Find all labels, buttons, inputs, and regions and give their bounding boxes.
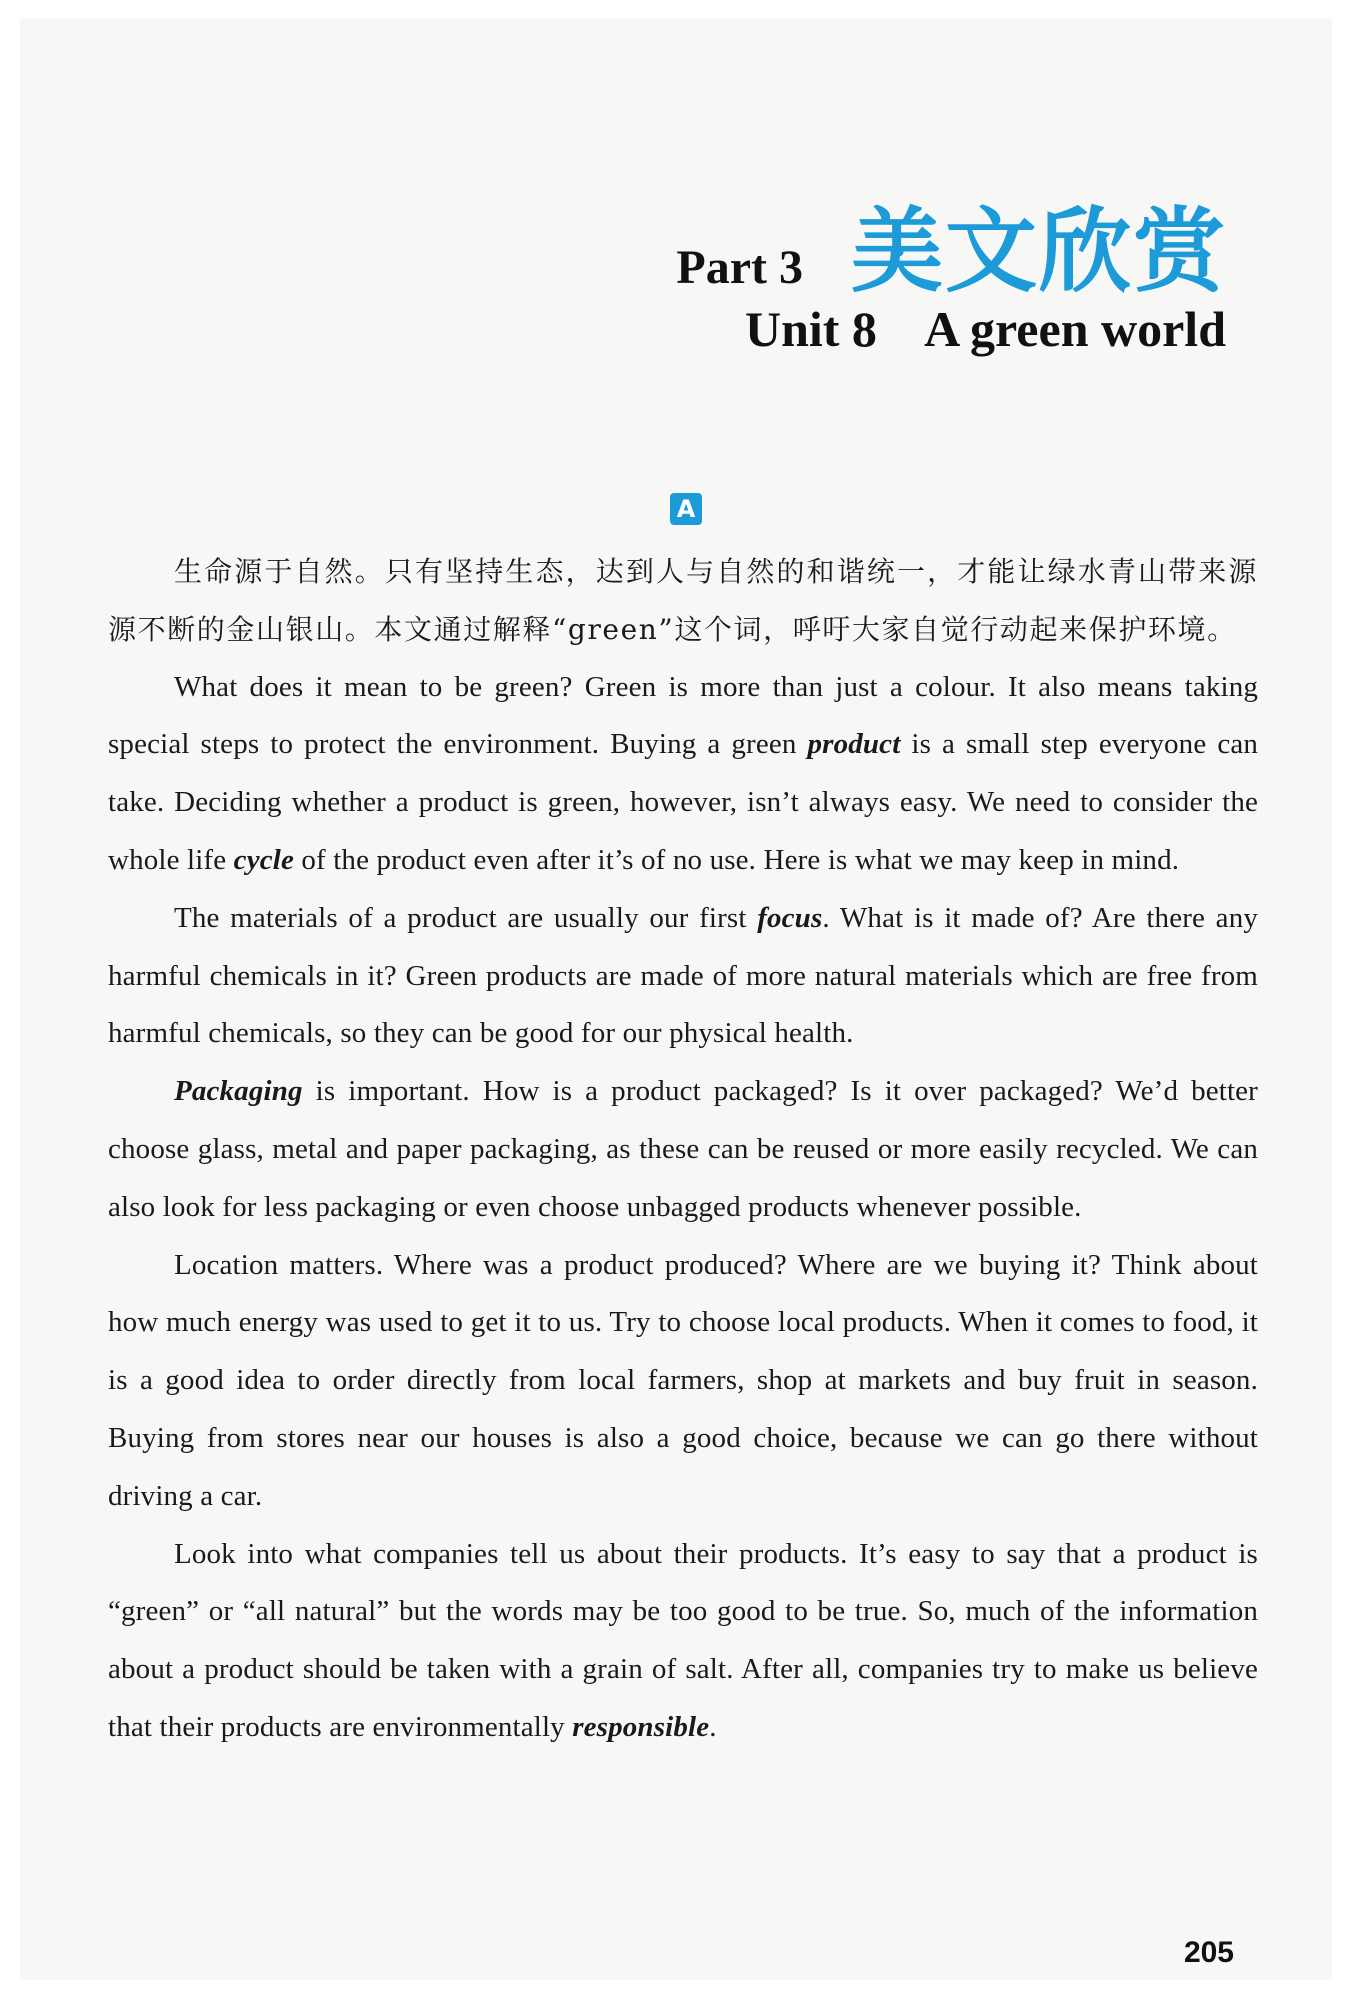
article-body [108,543,1258,1757]
paragraph-3 [108,1063,1258,1236]
paragraph-1 [108,659,1258,890]
paragraph-5-text-b: . [709,1710,717,1743]
keyword-packaging: Packaging [174,1075,303,1108]
unit-title: Unit 8 A green world [744,301,1226,357]
paragraph-3-text: is important. How is a product packaged? Is it over packaged? We’d better choose glass, metal and paper packaging, as these can be reused or more easily recycled. We can also look for less packaging or even choose unbagged products whenever possible. [108,1075,1258,1223]
paragraph-5 [108,1526,1258,1757]
paragraph-1-text-a: What does it mean to be green? Green is more than just a colour. It also means taking special steps to protect the environment. Buying a green [108,670,1258,761]
part-title: 美文欣赏 [850,198,1227,305]
paragraph-2-text-a: The materials of a product are usually our first [174,901,758,934]
keyword-focus: focus [757,901,823,934]
paragraph-1-text-c: of the product even after it’s of no use. Here is what we may keep in mind. [293,843,1180,876]
chinese-intro: 生命源于自然。只有坚持生态，达到人与自然的和谐统一，才能让绿水青山带来源源不断的金山银山。本文通过解释“green”这个词，呼吁大家自觉行动起来保护环境。 [108,555,1258,646]
page-number: 205 [1183,1936,1234,1969]
keyword-responsible: responsible [572,1710,710,1743]
paragraph-5-text-a: Look into what companies tell us about their products. It’s easy to say that a product is “green” or “all natural” but the words may be too good to be true. So, much of the information about a product should be taken with a grain of salt. After all, companies try to make us believe that their products are environmentally [108,1537,1258,1743]
keyword-product: product [807,728,901,761]
keyword-cycle: cycle [233,843,294,876]
paragraph-2 [108,890,1258,1063]
paragraph-2-text-b: . What is it made of? Are there any harmful chemicals in it? Green products are made of more natural materials which are free from harmful chemicals, so they can be good for our physical health. [108,901,1259,1050]
section-badge: A [670,493,702,525]
part-label: Part 3 [676,241,803,294]
book-page [20,18,1332,1980]
paragraph-1-text-b: is a small step everyone can take. Deciding whether a product is green, however, isn’t always easy. We need to consider the whole life [108,728,1259,876]
part-heading [676,178,1227,310]
paragraph-4: Location matters. Where was a product produced? Where are we buying it? Think about how much energy was used to get it to us. Try to choose local products. When it comes to food, it is a good idea to order directly from local farmers, shop at markets and buy fruit in season. Buying from stores near our houses is also a good choice, because we can go there without driving a car. [108,1248,1258,1512]
